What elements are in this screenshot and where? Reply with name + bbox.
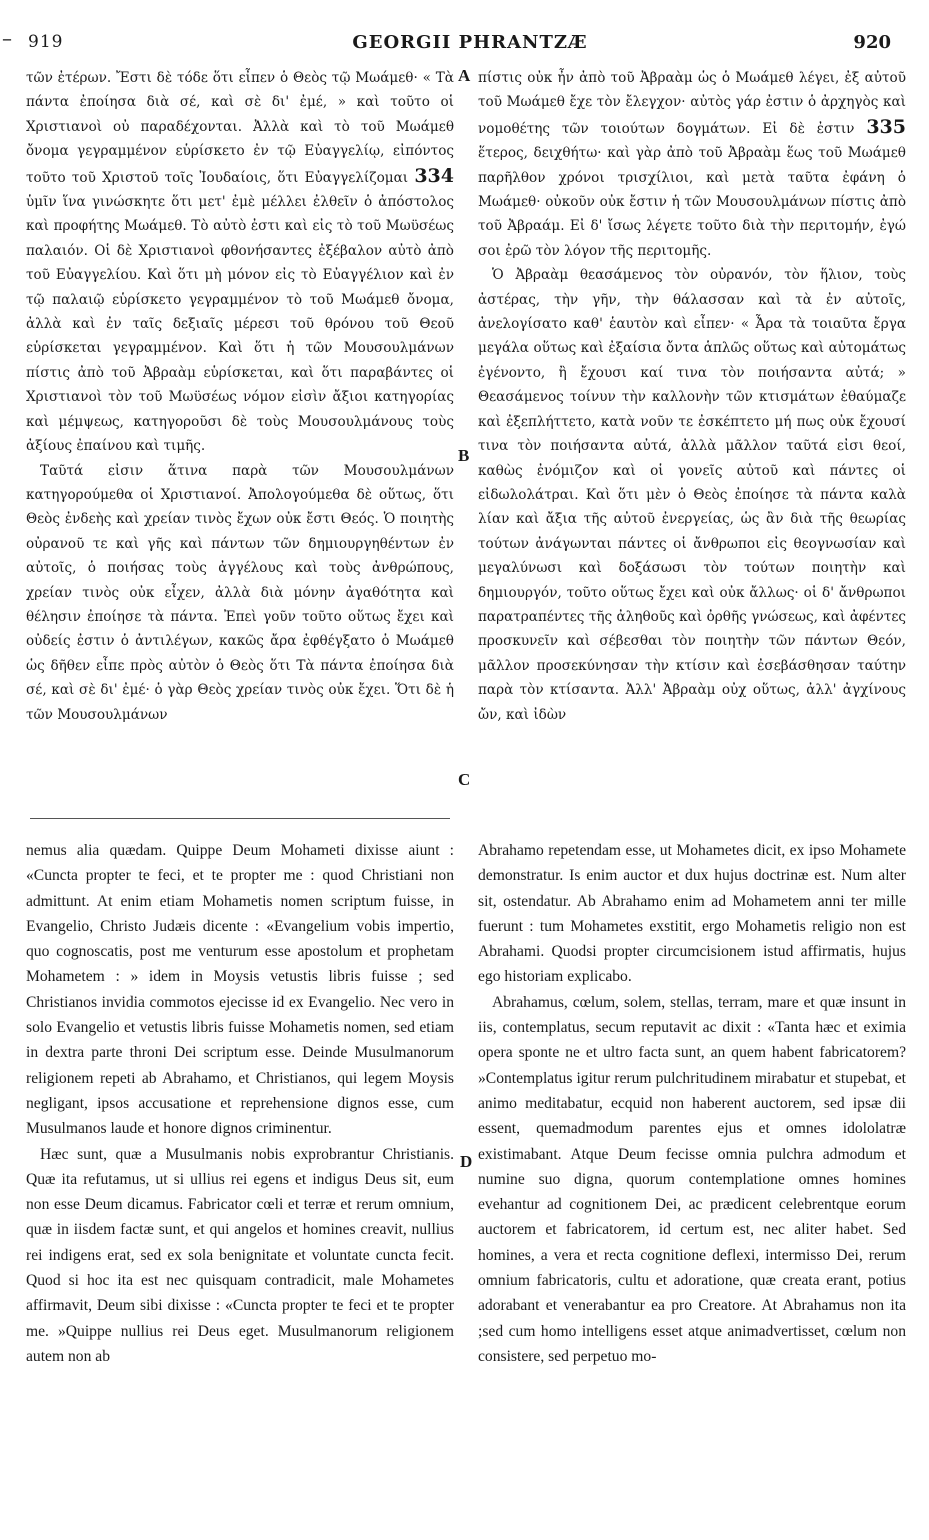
greek-left-text-1b: ὑμῖν ἵνα γινώσκητε ὅτι μετ' ἐμὲ μέλλει ἐλθεῖν ὁ ἀπόστολος καὶ προφήτης Μωάμεθ. Τὸ αὐτὸ ἐστι καὶ εἰς τὸ τοῦ Μωϋσέως παλαιόν. Οἱ δὲ Χριστιανοὶ φθονήσαντες ἐξέβαλον αὐτὸ ἀπὸ τοῦ Εὐαγγελίου. Καὶ ὅτι μὴ μόνον εἰς τὸ Εὐαγγέλιον καὶ ἐν τῷ παλαιῷ εὑρίσκετο γεγραμμένον τὸ τοῦ Μωάμεθ ὄνομα, ἀλλὰ καὶ ἐν ταῖς δεξιαῖς μέρεσι τοῦ θρόνου τοῦ Θεοῦ εὑρίσκεται γεγραμμένον. Καὶ ὅτι ἡ τῶν Μουσουλμάνων πίστις ἀπὸ τοῦ Ἀβραὰμ εὑρίσκεται, καὶ ὅτι παραβάντες οἱ Χριστιανοὶ τὸν τοῦ Μωϋσέως νόμον εἰσὶν ἄξιοι κατηγορίας καὶ μέμψεως, κατηγοροῦσι δὲ τοὺς Μουσουλμάνους τοὺς ἀξίους ἐπαίνου καὶ τιμῆς. [26, 194, 454, 455]
latin-right-paragraph-1: Abrahamo repetendam esse, ut Mohametes dicit, ex ipso Mohamete demonstratur. Is enim auctor et dux hujus doctrinæ est. Num alter sit, ostendatur. Ab Abrahamo enim ad Mohametem anni ter mille fuerunt : tum Mohametes exstitit, ergo Mohametis religio non est Abrahami. Quodsi propter circumcisionem istud affirmatis, hujus ego historiam explicabo. [478, 842, 906, 986]
margin-letter-a: A [458, 66, 471, 85]
greek-column-right [478, 66, 906, 808]
greek-right-text-1b: ἕτερος, δειχθήτω· καὶ γὰρ ἀπὸ τοῦ Ἀβραὰμ ἕως τοῦ Μωάμεθ παρῆλθον χρόνοι τρισχίλιοι, καὶ μετὰ ταῦτα ἐφάνη ὁ Μωάμεθ· οὐκοῦν οὐκ ἔστιν ἡ τῶν Μουσουλμάνων πίστις ἀπὸ τοῦ Ἀβραάμ. Εἰ δ' ἴσως λέγετε τοῦτο διὰ τὴν περιτομήν, ἐγώ σοι ἐρῶ τὸν λόγον τῆς περιτομῆς. [478, 145, 906, 259]
margin-letter-c: C [458, 770, 471, 789]
greek-left-paragraph-1 [26, 66, 454, 459]
section-number-334: 334 [414, 164, 454, 187]
greek-right-text-1a: πίστις οὐκ ἦν ἀπὸ τοῦ Ἀβραὰμ ὡς ὁ Μωάμεθ λέγει, ἐξ αὐτοῦ τοῦ Μωάμεθ ἔχε τὸν ἔλεγχον· αὐτὸς γάρ ἐστιν ὁ ἀρχηγὸς καὶ νομοθέτης τῶν τοιούτων δογμάτων. Εἰ δὲ ἐστιν [478, 70, 906, 137]
latin-left-paragraph-1: nemus alia quædam. Quippe Deum Mohameti dixisse aiunt : «Cuncta propter te feci, et te propter me : quod Christiani non admittunt. At enim etiam Mohametis nomen scriptum fuisse, in Evangelio, Christo Judæis dicente : «Evangelium vobis impertio, quo cognoscatis, post me venturum esse apostolum et prophetam Mohametem : » idem in Moysis vetustis libris fuisse ; sed Christianos invidia commotos ejecisse id ex Evangelio. Nec vero in solo Evangelio et vetustis libris fuisse Mohametis nomen, sed etiam in dextra parte throni Dei scriptum esse. Deinde Musulmanorum religionem repeti ab Abrahamo, et Christianos, qui legem Moysis negligant, ipsos accusatione et reprehensione dignos esse, cum Musulmanos laude et honore dignos criminentur. [26, 842, 454, 1138]
corner-mark: – [2, 26, 12, 50]
greek-column-left [26, 66, 454, 808]
page-number-right: 920 [853, 32, 891, 53]
greek-right-paragraph-1 [478, 66, 906, 263]
latin-right-paragraph-2: Abrahamus, cœlum, solem, stellas, terram, mare et quæ insunt in iis, contemplatus, secum reputavit ac dixit : «Tanta hæc et eximia opera sponte ne et ultro facta sunt, an quem habent fabricatorem? »Contemplatus igitur rerum pulchritudinem mirabatur et stupebat, et animo meditabatur, ecquid non haberent auctorem, sed ipsæ dii essent, quemadmodum parentes ejus et omnes idololatræ existimabant. Atque Deum fecisse omnia pulchra admodum et numine suo digna, quorum contemplatione omnes homines evehantur ad cognitionem Dei, ac prædicent celebrentque eorum auctorem et fabricatorem, id certum est, nec aliter habet. Sed homines, a vera et recta cognitione deflexi, intermisso Dei, rerum omnium fabricatoris, cultu et adoratione, quæ creata erant, potius adorabant et venerabantur ea pro Creatore. At Abrahamus non ita ;sed cum homo intelligens esset atque animadvertisset, cœlum non consistere, sed perpetuo mo- [478, 993, 906, 1365]
greek-right-paragraph-2: Ὁ Ἀβραὰμ θεασάμενος τὸν οὐρανόν, τὸν ἥλιον, τοὺς ἀστέρας, τὴν γῆν, τὴν θάλασσαν καὶ τὰ ἐν αὐτοῖς, ἀνελογίσατο καθ' ἑαυτὸν καὶ εἶπεν· « Ἆρα τὰ τοιαῦτα ἔργα μεγάλα οὕτως καὶ ἐξαίσια ὄντα ἁπλῶς οὕτως καὶ αὐτομάτως ἐγένοντο, ἢ ἔχουσι καί τινα τὸν ποιήσαντα αὐτά; » Θεασάμενος τοίνυν τὴν καλλονὴν τῶν κτισμάτων ἐθαύμαζε καὶ ἐξεπλήττετο, κατὰ νοῦν τε ἐσκέπτετο μή πως οὐκ ἔχουσί τινα τὸν ποιήσαντα αὐτά, ἀλλὰ μᾶλλον ταῦτά εἰσι θεοί, καθὼς ἐνόμιζον καὶ οἱ γονεῖς αὐτοῦ καὶ πάντες οἱ εἰδωλολάτραι. Καὶ ὅτι μὲν ὁ Θεὸς ἐποίησε τὰ πάντα καλὰ λίαν καὶ ἄξια τῆς αὐτοῦ ἐνεργείας, ὡς ἂν διὰ τῆς θεωρίας τούτων ἀνάγωνται πάντες οἱ ἄνθρωποι εἰς θεογνωσίαν καὶ μεγαλύνωσι καὶ δοξάσωσι τὸν τούτων ποιητὴν καὶ δημιουργόν, τοῦτο οὕτως ἔχει καὶ οὐκ ἄλλως· οἱ δ' ἄνθρωποι παρατραπέντες τῆς ἀληθοῦς καὶ ὀρθῆς γνώσεως, καὶ ἀφέντες προσκυνεῖν καὶ σέβεσθαι τὸν ποιητὴν τῶν πάντων Θεόν, μᾶλλον προσεκύνησαν τὴν κτίσιν καὶ ἐσεβάσθησαν ταύτην παρὰ τὸν κτίσαντα. Ἀλλ' Ἀβραὰμ οὐχ οὕτως, ἀλλ' ἀγχίνους ὤν, καὶ ἰδὼν [478, 267, 906, 723]
section-number-335: 335 [866, 115, 906, 138]
latin-column-right [478, 838, 906, 1538]
latin-left-paragraph-2: Hæc sunt, quæ a Musulmanis nobis exprobrantur Christianis. Quæ ita refutamus, ut si ullius rei egens et indigus Deus sit, eum non esse Deum dicamus. Fabricator cœli et terræ et rerum omnium, quæ in iisdem factæ sunt, et qui angelos et homines creavit, nullius rei indigens erat, sed ex sola benignitate et voluntate cuncta fecit. Quod si hoc ita est nec quisquam contradicit, male Mohametes affirmavit, Deum sibi dixisse : «Cuncta propter te feci et te propter me. »Quippe nullius rei Deus eget. Musulmanorum religionem autem non ab [26, 1145, 454, 1365]
latin-column-left [26, 838, 454, 1538]
margin-letter-b: B [458, 446, 470, 465]
column-divider-rule [30, 818, 450, 819]
page-header [0, 26, 929, 60]
greek-left-text-1a: τῶν ἐτέρων. Ἔστι δὲ τόδε ὅτι εἶπεν ὁ Θεὸς τῷ Μωάμεθ· « Τὰ πάντα ἐποίησα διὰ σέ, καὶ σὲ δι' ἐμέ, » καὶ τοῦτο οἱ Χριστιανοὶ οὐ παραδέχονται. Ἀλλὰ καὶ τὸ τοῦ Μωάμεθ ὄνομα γεγραμμένον εὑρίσκετο ἐν τῷ Εὐαγγελίῳ, εἰπόντος τοῦτο τοῦ Χριστοῦ τοῖς Ἰουδαίοις, ὅτι Εὐαγγελίζομαι [26, 70, 454, 186]
running-title: GEORGII PHRANTZÆ [352, 32, 588, 53]
margin-letter-d: D [460, 1152, 473, 1171]
greek-left-paragraph-2: Ταῦτά εἰσιν ἅτινα παρὰ τῶν Μουσουλμάνων κατηγορούμεθα οἱ Χριστιανοί. Ἀπολογούμεθα δὲ οὕτως, ὅτι Θεὸς ἐνδεὴς καὶ χρείαν τινὸς ἔχων οὐκ ἔστι Θεός. Ὁ ποιητὴς οὐρανοῦ τε καὶ γῆς καὶ πάντων τῶν δημιουργηθέντων ἐν αὐτοῖς, ὁ ποιήσας τοὺς ἀγγέλους καὶ τοὺς ἀνθρώπους, χρείαν τινὸς οὐκ εἶχεν, ἀλλὰ διὰ μόνην ἀγαθότητα καὶ θέλησιν ἐποίησε τὰ πάντα. Ἐπεὶ γοῦν τοῦτο οὕτως ἔχει καὶ οὐδείς ἐστιν ὁ ἀντιλέγων, κακῶς ἄρα ἐφθέγξατο ὁ Μωάμεθ ὡς δῆθεν εἶπε πρὸς αὐτὸν ὁ Θεὸς ὅτι Τὰ πάντα ἐποίησα διὰ σέ, καὶ σὲ δι' ἐμέ· ὁ γὰρ Θεὸς χρείαν τινὸς οὐκ ἔχει. Ὅτι δὲ ἡ τῶν Μουσουλμάνων [26, 462, 454, 723]
page-number-left: 919 [28, 32, 64, 52]
